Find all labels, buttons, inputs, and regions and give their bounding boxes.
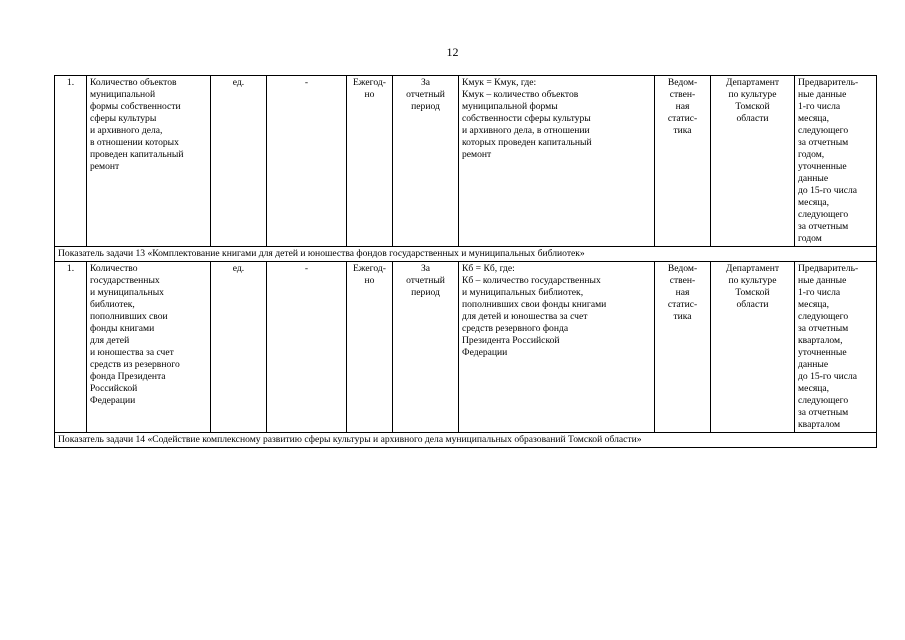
formula-cell: Кб = Кб, где: Кб – количество государственных и муниципальных библиотек, пополнивших свои фонды книгами для детей и юношества за счет средств резервного фонда Президента Российской Федерации (459, 262, 655, 433)
responsible-cell: Департамент по культуре Томской области (711, 76, 795, 247)
unit-cell: ед. (211, 76, 267, 247)
indicator-name: Количество объектов муниципальной формы собственности сферы культуры и архивного дела, в отношении которых проведен капитальный ремонт (87, 76, 211, 247)
frequency-cell: Ежегод- но (347, 262, 393, 433)
deadline-cell: Предваритель- ные данные 1-го числа месяца, следующего за отчетным кварталом, уточненные данные до 15-го числа месяца, следующего за отчетным кварталом (795, 262, 877, 433)
indicator-name: Количество государственных и муниципальных библиотек, пополнивших свои фонды книгами для детей и юношества за счет средств из резервного фонда Президента Российской Федерации (87, 262, 211, 433)
row-number: 1. (55, 262, 87, 433)
row-number: 1. (55, 76, 87, 247)
indicators-table (54, 75, 877, 448)
table-row (55, 76, 877, 247)
dash-cell: - (267, 262, 347, 433)
responsible-cell: Департамент по культуре Томской области (711, 262, 795, 433)
section-row (55, 433, 877, 448)
page-number: 12 (446, 45, 459, 59)
formula-cell: Кмук = Кмук, где: Кмук – количество объектов муниципальной формы собственности сферы культуры и архивного дела, в отношении которых проведен капитальный ремонт (459, 76, 655, 247)
unit-cell: ед. (211, 262, 267, 433)
deadline-cell: Предваритель- ные данные 1-го числа месяца, следующего за отчетным годом, уточненные данные до 15-го числа месяца, следующего за отчетным годом (795, 76, 877, 247)
period-cell: За отчетный период (393, 262, 459, 433)
dash-cell: - (267, 76, 347, 247)
source-cell: Ведом- ствен- ная статис- тика (655, 76, 711, 247)
period-cell: За отчетный период (393, 76, 459, 247)
section-row (55, 247, 877, 262)
table-row (55, 262, 877, 433)
frequency-cell: Ежегод- но (347, 76, 393, 247)
section-header: Показатель задачи 13 «Комплектование книгами для детей и юношества фондов государственных и муниципальных библиотек» (55, 247, 877, 262)
source-cell: Ведом- ствен- ная статис- тика (655, 262, 711, 433)
section-header: Показатель задачи 14 «Содействие комплексному развитию сферы культуры и архивного дела муниципальных образований Томской области» (55, 433, 877, 448)
